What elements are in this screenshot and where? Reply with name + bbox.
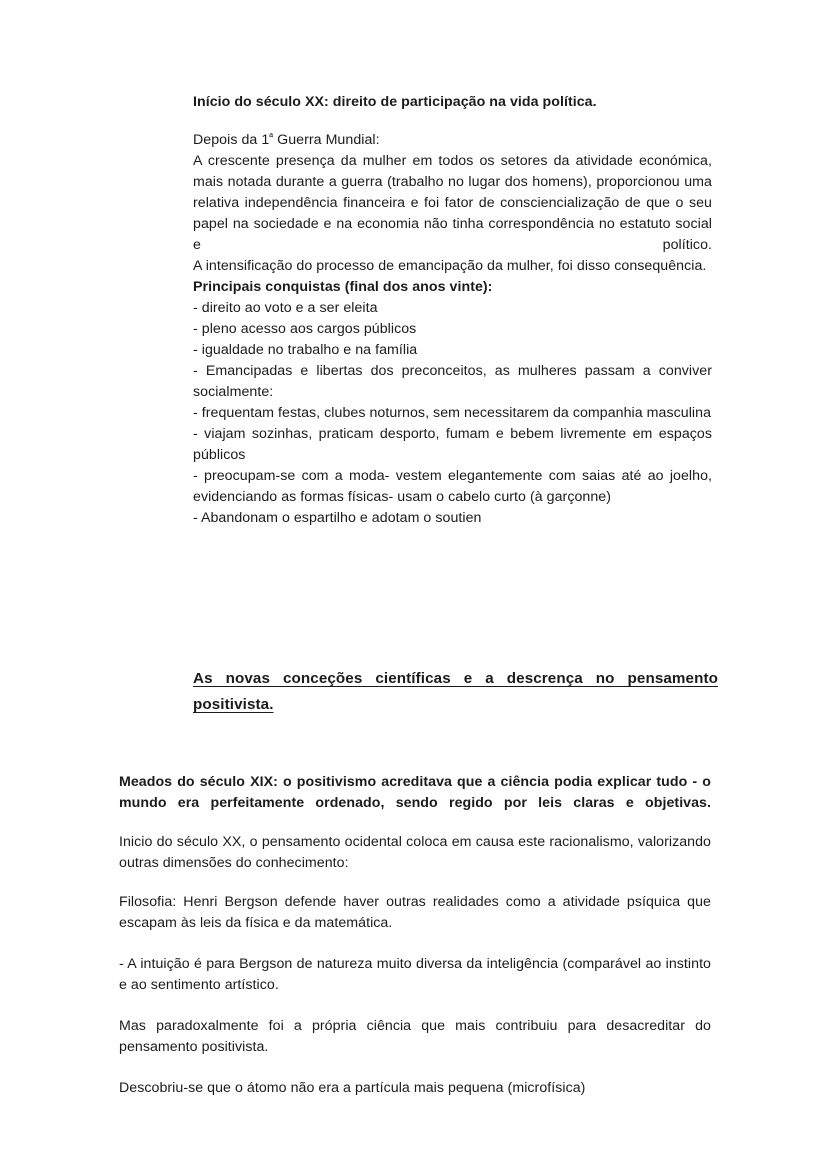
ordinal-indicator: ª [269, 132, 274, 144]
section-two-paragraph-2: Filosofia: Henri Bergson defende haver outras realidades como a atividade psíquica que escapam às leis da física e da matemática. [119, 894, 711, 931]
intro-label-prefix: Depois da 1 [193, 132, 270, 148]
list-item: - frequentam festas, clubes noturnos, sem necessitarem da companhia masculina [193, 405, 712, 421]
section-one-paragraph-1: A crescente presença da mulher em todos os setores da atividade económica, mais notada durante a guerra (trabalho no lugar dos homens), proporcionou uma relativa independência financeira e foi fator de consciencialização de que o seu papel na sociedade e na economia não tinha correspondência no estatuto social e político. [193, 153, 712, 253]
section-two-heading-line-1: As novas conceções científicas e a descrença no pensamento [193, 670, 718, 687]
list-item: - viajam sozinhas, praticam desporto, fumam e bebem livremente em espaços públicos [193, 426, 712, 463]
section-two [119, 772, 711, 1099]
list-item: - direito ao voto e a ser eleita [193, 300, 378, 316]
intro-label [193, 130, 712, 151]
section-one [193, 92, 712, 529]
spacer [193, 113, 712, 130]
section-two-paragraph-4: Mas paradoxalmente foi a própria ciência que mais contribuiu para desacreditar do pensamento positivista. [119, 1018, 711, 1055]
list-item: - igualdade no trabalho e na família [193, 342, 418, 358]
section-two-paragraph-5: Descobriu-se que o átomo não era a partícula mais pequena (microfísica) [119, 1080, 586, 1096]
section-two-paragraph-3: - A intuição é para Bergson de natureza muito diversa da inteligência (comparável ao instinto e ao sentimento artístico. [119, 956, 711, 993]
list-item: - Emancipadas e libertas dos preconceitos, as mulheres passam a conviver socialmente: [193, 363, 712, 400]
section-one-paragraph-2: A intensificação do processo de emancipação da mulher, foi disso consequência. [193, 258, 707, 274]
section-two-heading-block [193, 666, 718, 718]
section-two-heading-line-2: positivista. [193, 696, 274, 713]
section-one-heading: Início do século XX: direito de participação na vida política. [193, 94, 597, 110]
intro-label-suffix: Guerra Mundial: [273, 132, 380, 148]
list-item: - pleno acesso aos cargos públicos [193, 321, 417, 337]
section-two-paragraph-bold: Meados do século XIX: o positivismo acreditava que a ciência podia explicar tudo - o mundo era perfeitamente ordenado, sendo regido por leis claras e objetivas. [119, 774, 711, 811]
conquests-heading: Principais conquistas (final dos anos vinte): [193, 279, 493, 295]
section-two-paragraph-1: Inicio do século XX, o pensamento ocidental coloca em causa este racionalismo, valorizando outras dimensões do conhecimento: [119, 834, 711, 871]
section-two-heading [193, 666, 718, 718]
list-item: - Abandonam o espartilho e adotam o soutien [193, 510, 482, 526]
list-item: - preocupam-se com a moda- vestem elegantemente com saias até ao joelho, evidenciando as formas físicas- usam o cabelo curto (à garçonne) [193, 468, 712, 505]
